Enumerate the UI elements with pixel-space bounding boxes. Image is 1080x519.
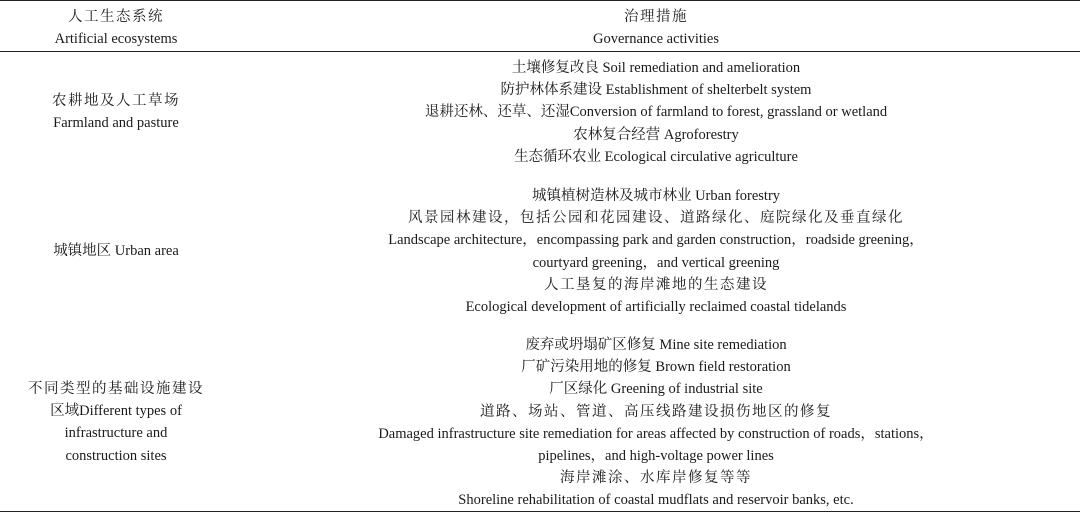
category-line: 农耕地及人工草场 [52, 93, 180, 109]
header-activities-cn: 治理措施 [624, 9, 688, 25]
header-activities [232, 6, 1080, 50]
category-line: construction sites [65, 447, 167, 464]
activity-line: Ecological development of artificially reclaimed coastal tidelands [465, 299, 847, 316]
activity-line: Shoreline rehabilitation of coastal mudflats and reservoir banks, etc. [458, 492, 854, 509]
activity-line: 防护林体系建设 Establishment of shelterbelt system [500, 82, 812, 99]
activity-line: 厂矿污染用地的修复 Brown field restoration [521, 359, 791, 376]
header-activities-en: Governance activities [592, 31, 719, 48]
category-farmland [0, 90, 232, 134]
table-top-rule [0, 0, 1080, 1]
activity-line: 农林复合经营 Agroforestry [573, 126, 739, 143]
activity-line: 人工垦复的海岸滩地的生态建设 [544, 276, 768, 293]
activity-line: 厂区绿化 Greening of industrial site [549, 381, 763, 398]
activity-line: 城镇植树造林及城市林业 Urban forestry [531, 188, 781, 204]
activity-line: 生态循环农业 Ecological circulative agriculture [514, 148, 798, 165]
activities-infrastructure [232, 334, 1080, 512]
activity-line: 风景园林建设，包括公园和花园建设、道路绿化、庭院绿化及垂直绿化 [408, 210, 904, 227]
category-line: Farmland and pasture [53, 115, 179, 132]
activity-line: 道路、场站、管道、高压线路建设损伤地区的修复 [480, 403, 832, 420]
category-line: infrastructure and [64, 425, 168, 442]
activities-farmland [232, 57, 1080, 168]
header-rule [0, 51, 1080, 52]
category-line: 区域Different types of [50, 403, 182, 420]
category-line: 不同类型的基础设施建设 [28, 381, 204, 397]
activity-line: 海岸滩涂、水库岸修复等等 [560, 470, 752, 487]
header-ecosystems-en: Artificial ecosystems [54, 31, 178, 48]
header-ecosystems-cn: 人工生态系统 [68, 9, 164, 25]
activity-line: 土壤修复改良 Soil remediation and amelioration [511, 60, 801, 76]
category-infrastructure [0, 378, 232, 467]
activity-line: pipelines，and high-voltage power lines [538, 448, 774, 465]
activities-urban [232, 185, 1080, 318]
activity-line: courtyard greening，and vertical greening [532, 254, 780, 271]
activity-line: Damaged infrastructure site remediation for areas affected by construction of roads，stations， [378, 425, 934, 442]
category-line: 城镇地区 Urban area [53, 243, 179, 259]
activity-line: 废弃或坍塌矿区修复 Mine site remediation [525, 337, 787, 353]
activity-line: Landscape architecture，encompassing park and garden construction，roadside greening， [388, 232, 924, 249]
header-ecosystems [0, 6, 232, 50]
table-bottom-rule [0, 511, 1080, 512]
activity-line: 退耕还林、还草、还湿Conversion of farmland to forest, grassland or wetland [424, 104, 888, 121]
category-urban [0, 240, 232, 262]
